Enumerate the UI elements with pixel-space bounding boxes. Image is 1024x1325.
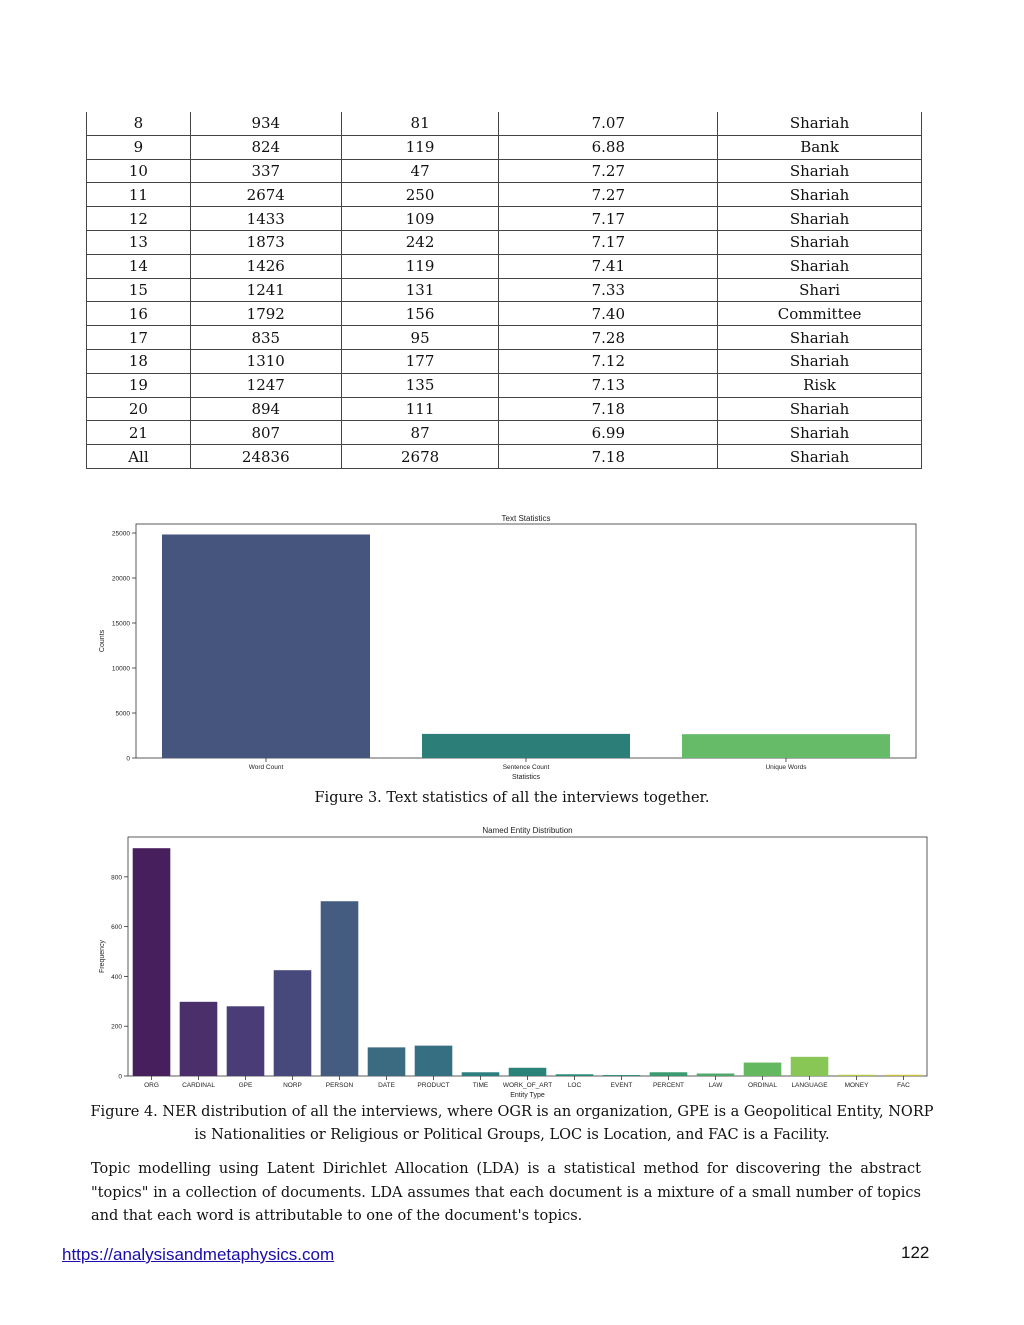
bar [885, 1075, 923, 1076]
table-cell: 1426 [190, 254, 341, 278]
bar [744, 1063, 782, 1076]
x-axis-label: Entity Type [510, 1092, 545, 1099]
x-tick-label: LAW [708, 1082, 723, 1089]
table-cell: Shari [718, 278, 922, 302]
table-row [87, 397, 922, 421]
table-cell: 13 [87, 230, 191, 254]
y-tick-label: 200 [111, 1023, 122, 1031]
table-row [87, 421, 922, 445]
table-cell: Shariah [718, 159, 922, 183]
table-cell: 177 [341, 349, 499, 373]
table-cell: Committee [718, 302, 922, 326]
table-cell: 7.18 [499, 445, 718, 469]
chart-title: Text Statistics [501, 514, 551, 523]
table-cell: 135 [341, 373, 499, 397]
x-axis-label: Statistics [511, 774, 541, 781]
x-tick-label: TIME [472, 1082, 489, 1089]
table-cell: 1792 [190, 302, 341, 326]
y-tick-label: 10000 [111, 665, 130, 673]
bar [368, 1047, 406, 1076]
x-tick-label: EVENT [610, 1082, 633, 1089]
table-cell: 156 [341, 302, 499, 326]
table-cell: 16 [87, 302, 191, 326]
table-cell: 24836 [190, 445, 341, 469]
table-cell: Shariah [718, 421, 922, 445]
table-cell: 47 [341, 159, 499, 183]
bar [697, 1074, 735, 1076]
y-axis-label: Counts [99, 629, 106, 653]
x-tick-label: MONEY [844, 1082, 869, 1089]
bar [162, 534, 370, 758]
bar [133, 848, 171, 1076]
y-tick-label: 25000 [111, 530, 130, 538]
named-entity-chart [0, 818, 1024, 1100]
table-row [87, 135, 922, 159]
table-cell: 250 [341, 183, 499, 207]
table-cell: 7.27 [499, 159, 718, 183]
x-tick-label: GPE [238, 1082, 253, 1089]
table-row [87, 230, 922, 254]
table-row [87, 254, 922, 278]
table-cell: Shariah [718, 183, 922, 207]
text-statistics-chart [0, 505, 1024, 785]
table-cell: 18 [87, 349, 191, 373]
bar [791, 1057, 829, 1076]
table-cell: 7.41 [499, 254, 718, 278]
x-tick-label: Unique Words [765, 764, 807, 771]
table-row [87, 326, 922, 350]
y-tick-label: 800 [111, 874, 122, 882]
y-tick-label: 20000 [111, 575, 130, 583]
footer-website-link[interactable]: https://analysisandmetaphysics.com [62, 1245, 335, 1264]
table-row [87, 302, 922, 326]
table-cell: 19 [87, 373, 191, 397]
bar [462, 1072, 500, 1076]
table-row [87, 159, 922, 183]
x-tick-label: Word Count [248, 764, 284, 771]
x-tick-label: LANGUAGE [791, 1082, 828, 1089]
table-cell: 1433 [190, 207, 341, 231]
y-axis-label: Frequency [99, 939, 106, 974]
bar [603, 1075, 641, 1076]
figure-4-caption-line-1: Figure 4. NER distribution of all the interviews, where OGR is an organization, GPE is a Geopolitical Entity, NORP [90, 1104, 934, 1120]
body-paragraph: Topic modelling using Latent Dirichlet Allocation (LDA) is a statistical method for discovering the abstract "topics" in a collection of documents. LDA assumes that each document is a mixture of a small number of topics and that each word is attributable to one of the document's topics. [91, 1161, 921, 1224]
bar [180, 1002, 218, 1076]
x-tick-label: PRODUCT [417, 1082, 450, 1089]
x-tick-label: DATE [378, 1082, 395, 1089]
table-cell: 15 [87, 278, 191, 302]
table-cell: 6.88 [499, 135, 718, 159]
table-cell: 87 [341, 421, 499, 445]
table-cell: 337 [190, 159, 341, 183]
x-tick-label: LOC [567, 1082, 582, 1089]
table-row [87, 373, 922, 397]
table-cell: 7.12 [499, 349, 718, 373]
y-tick-label: 15000 [111, 620, 130, 628]
table-cell: 8 [87, 112, 191, 135]
table-cell: 7.13 [499, 373, 718, 397]
table-cell: 17 [87, 326, 191, 350]
table-cell: 11 [87, 183, 191, 207]
table-cell: 14 [87, 254, 191, 278]
figure-3-caption: Figure 3. Text statistics of all the interviews together. [314, 790, 710, 806]
table-cell: 131 [341, 278, 499, 302]
y-tick-label: 5000 [115, 710, 130, 718]
y-tick-label: 0 [126, 755, 130, 763]
table-cell: 9 [87, 135, 191, 159]
bar [650, 1072, 688, 1076]
bar [838, 1075, 876, 1076]
table-cell: 6.99 [499, 421, 718, 445]
table-cell: 7.07 [499, 112, 718, 135]
bar [509, 1068, 547, 1076]
table-row [87, 112, 922, 135]
table-cell: 934 [190, 112, 341, 135]
table-cell: Shariah [718, 112, 922, 135]
table-cell: Shariah [718, 207, 922, 231]
bar [227, 1006, 265, 1076]
table-cell: 1247 [190, 373, 341, 397]
x-tick-label: ORDINAL [748, 1082, 777, 1089]
bar [415, 1046, 453, 1076]
bar [682, 734, 890, 758]
table-cell: 242 [341, 230, 499, 254]
table-cell: Shariah [718, 230, 922, 254]
figure-4-caption [90, 1101, 934, 1147]
table-cell: 824 [190, 135, 341, 159]
statistics-table [86, 112, 922, 469]
table-cell: Shariah [718, 326, 922, 350]
table-cell: 7.33 [499, 278, 718, 302]
bar [556, 1074, 594, 1076]
table-row [87, 278, 922, 302]
x-tick-label: NORP [283, 1082, 302, 1089]
table-cell: 95 [341, 326, 499, 350]
table-cell: 7.27 [499, 183, 718, 207]
figure-4-caption-line-2: is Nationalities or Religious or Political Groups, LOC is Location, and FAC is a Facility. [194, 1127, 830, 1143]
table-cell: 7.18 [499, 397, 718, 421]
table-cell: 12 [87, 207, 191, 231]
table-cell: 7.17 [499, 207, 718, 231]
table-cell: 111 [341, 397, 499, 421]
x-tick-label: FAC [897, 1082, 910, 1089]
table-cell: 81 [341, 112, 499, 135]
table-cell: Shariah [718, 445, 922, 469]
table-cell: 20 [87, 397, 191, 421]
table-cell: 10 [87, 159, 191, 183]
table-cell: 1241 [190, 278, 341, 302]
x-tick-label: Sentence Count [502, 764, 550, 771]
x-tick-label: WORK_OF_ART [502, 1082, 553, 1089]
y-tick-label: 600 [111, 924, 122, 932]
table-row [87, 349, 922, 373]
table-cell: 835 [190, 326, 341, 350]
y-tick-label: 0 [118, 1073, 122, 1081]
table-cell: Shariah [718, 397, 922, 421]
table-cell: Shariah [718, 349, 922, 373]
table-cell: 21 [87, 421, 191, 445]
x-tick-label: CARDINAL [182, 1082, 215, 1089]
table-row [87, 183, 922, 207]
bar [274, 970, 312, 1076]
table-cell: 119 [341, 135, 499, 159]
table-cell: 109 [341, 207, 499, 231]
table-cell: 1310 [190, 349, 341, 373]
bar [321, 901, 359, 1076]
page-number: 122 [901, 1243, 930, 1262]
table-cell: 894 [190, 397, 341, 421]
table-cell: All [87, 445, 191, 469]
table-cell: 7.17 [499, 230, 718, 254]
table-cell: 7.40 [499, 302, 718, 326]
table-cell: 1873 [190, 230, 341, 254]
x-tick-label: ORG [144, 1082, 159, 1089]
bar [422, 734, 630, 758]
x-tick-label: PERSON [325, 1082, 354, 1089]
table-cell: 119 [341, 254, 499, 278]
table-cell: 7.28 [499, 326, 718, 350]
y-tick-label: 400 [111, 973, 122, 981]
table-cell: 2678 [341, 445, 499, 469]
chart-title: Named Entity Distribution [482, 826, 573, 835]
table-cell: 807 [190, 421, 341, 445]
table-row [87, 445, 922, 469]
table-cell: Shariah [718, 254, 922, 278]
x-tick-label: PERCENT [652, 1082, 685, 1089]
table-cell: Bank [718, 135, 922, 159]
table-row [87, 207, 922, 231]
table-cell: Risk [718, 373, 922, 397]
table-cell: 2674 [190, 183, 341, 207]
